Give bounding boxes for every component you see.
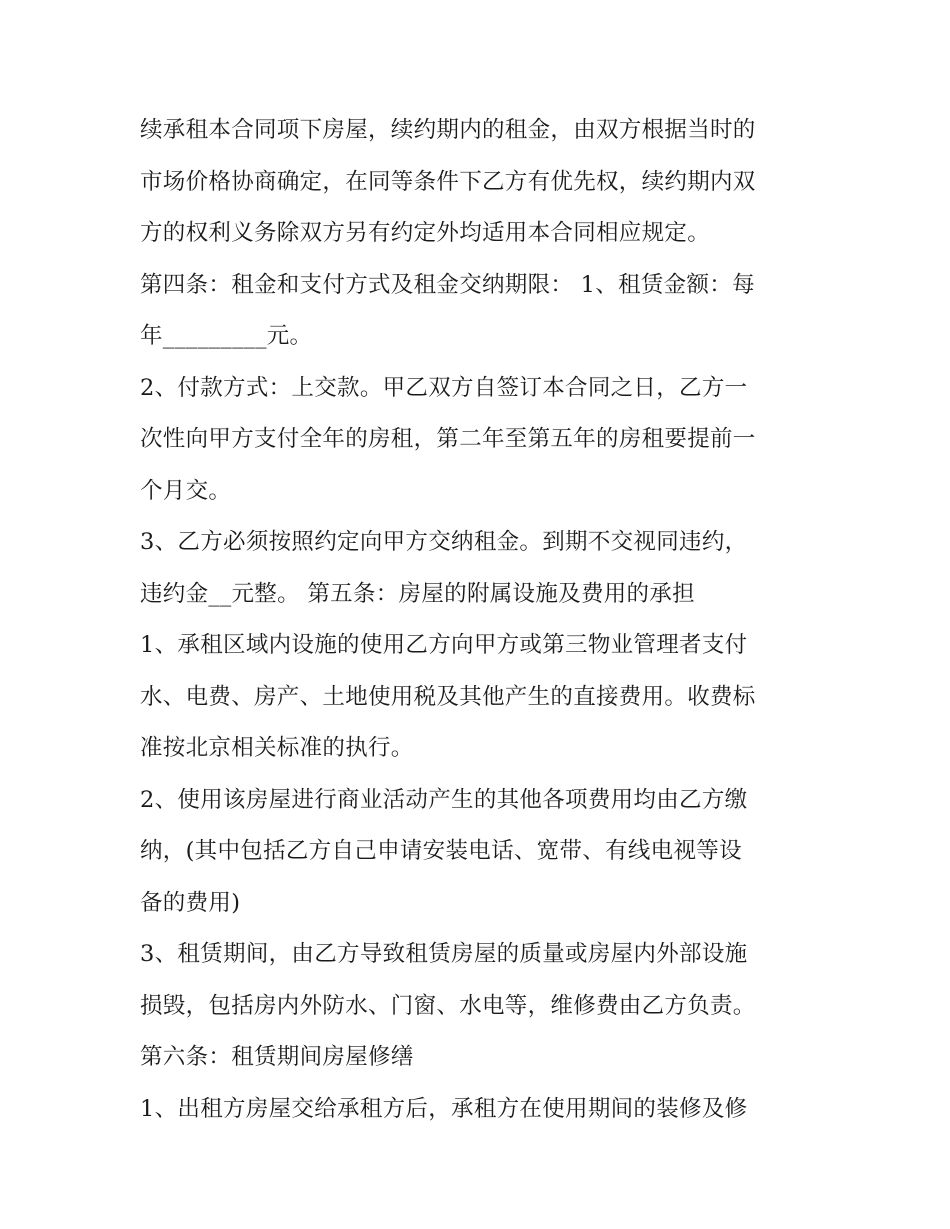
article-5-heading-line: 违约金__元整。 第五条：房屋的附属设施及费用的承担 — [140, 580, 695, 607]
text-line: 个月交。 — [140, 477, 232, 504]
text-line: 续承租本合同项下房屋，续约期内的租金，由双方根据当时的 — [140, 117, 756, 143]
text-line: 次性向甲方支付全年的房租，第二年至第五年的房租要提前一 — [140, 426, 756, 452]
damage-clause-line: 3、租赁期间，由乙方导致租赁房屋的质量或房屋内外部设施 — [140, 941, 748, 967]
repair-clause-line: 1、出租方房屋交给承租方后，承租方在使用期间的装修及修 — [140, 1095, 748, 1122]
article-4-heading-line: 第四条：租金和支付方式及租金交纳期限： 1、租赁金额：每 — [140, 271, 755, 298]
text-line: 准按北京相关标准的执行。 — [140, 735, 414, 761]
text-line: 方的权利义务除双方另有约定外均适用本合同相应规定。 — [140, 220, 711, 246]
business-fees-clause-line: 2、使用该房屋进行商业活动产生的其他各项费用均由乙方缴 — [140, 786, 748, 813]
text-line: 纳，(其中包括乙方自己申请安装电话、宽带、有线电视等设 — [140, 838, 742, 864]
text-line: 备的费用) — [140, 889, 241, 916]
facilities-clause-line: 1、承租区域内设施的使用乙方向甲方或第三物业管理者支付 — [140, 632, 748, 658]
payment-method-line: 2、付款方式：上交款。甲乙双方自签订本合同之日，乙方一 — [140, 374, 748, 401]
article-6-heading-line: 第六条：租赁期间房屋修缮 — [140, 1044, 414, 1070]
text-line: 损毁，包括房内外防水、门窗、水电等，维修费由乙方负责。 — [140, 992, 756, 1019]
rent-amount-line: 年_________元。 — [140, 323, 313, 349]
text-line: 市场价格协商确定，在同等条件下乙方有优先权，续约期内双 — [140, 168, 756, 195]
contract-text-block — [140, 105, 820, 1135]
text-line: 水、电费、房产、土地使用税及其他产生的直接费用。收费标 — [140, 683, 756, 710]
rent-payment-clause-line: 3、乙方必须按照约定向甲方交纳租金。到期不交视同违约， — [140, 529, 748, 555]
